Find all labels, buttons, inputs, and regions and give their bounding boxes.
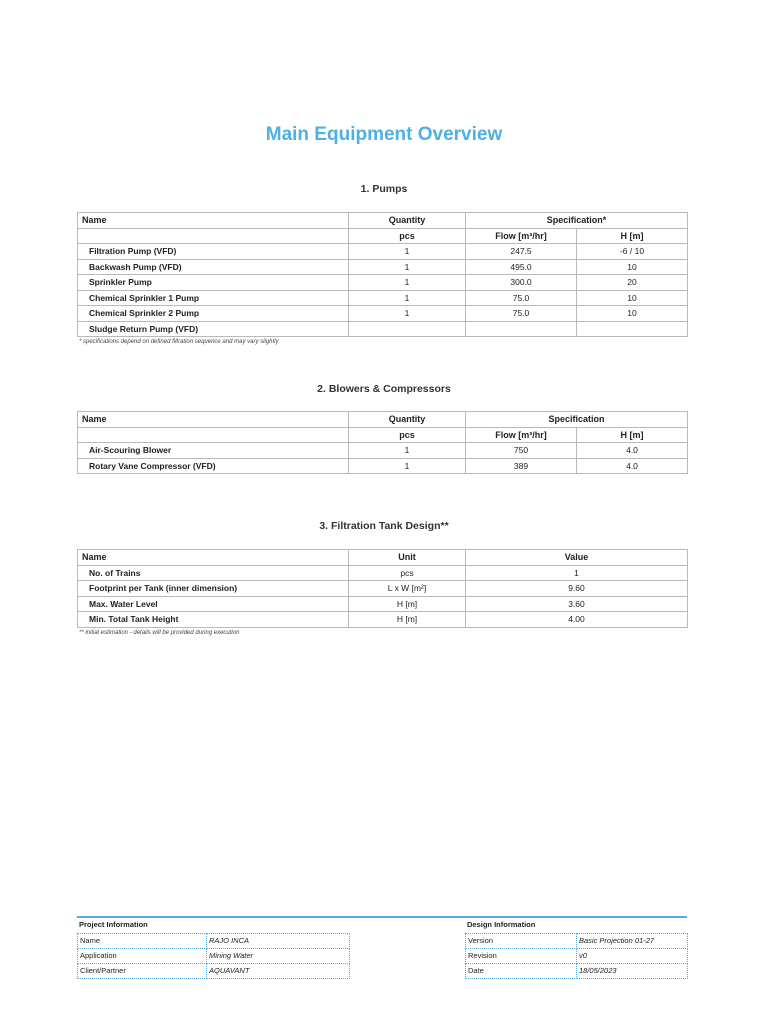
- project-info-table: [77, 933, 350, 979]
- project-info-label: Name: [78, 934, 207, 949]
- tank-param-value: 1: [466, 565, 688, 581]
- table-row: [78, 949, 350, 964]
- blower-name: Rotary Vane Compressor (VFD): [78, 458, 349, 474]
- blowers-header-quantity: Quantity: [349, 412, 466, 428]
- pump-flow: 75.0: [466, 290, 577, 306]
- pump-flow: 300.0: [466, 275, 577, 291]
- blowers-section-title: 2. Blowers & Compressors: [317, 383, 451, 395]
- blowers-header-name: Name: [78, 412, 349, 428]
- pump-head: -6 / 10: [577, 244, 688, 260]
- blower-head: 4.0: [577, 443, 688, 459]
- blower-head: 4.0: [577, 458, 688, 474]
- tank-section-title: 3. Filtration Tank Design**: [319, 520, 449, 532]
- table-row: [78, 934, 350, 949]
- pump-name: Sprinkler Pump: [78, 275, 349, 291]
- project-info-label: Application: [78, 949, 207, 964]
- pump-name: Chemical Sprinkler 1 Pump: [78, 290, 349, 306]
- pump-flow: [466, 321, 577, 337]
- pump-name: Chemical Sprinkler 2 Pump: [78, 306, 349, 322]
- table-row: [78, 612, 688, 628]
- blower-flow: 750: [466, 443, 577, 459]
- table-row: [78, 244, 688, 260]
- tank-param-value: 3.60: [466, 596, 688, 612]
- blower-qty: 1: [349, 443, 466, 459]
- design-info-heading: Design Information: [467, 920, 536, 929]
- footer-divider: [77, 916, 687, 918]
- blowers-header-head: H [m]: [577, 427, 688, 443]
- design-info-label: Revision: [466, 949, 577, 964]
- pump-name: Backwash Pump (VFD): [78, 259, 349, 275]
- pumps-header-head: H [m]: [577, 228, 688, 244]
- design-info-value: v0: [577, 949, 688, 964]
- table-row: [78, 565, 688, 581]
- tank-param-unit: L x W [m²]: [349, 581, 466, 597]
- table-row: [78, 275, 688, 291]
- project-info-value: AQUAVANT: [207, 964, 350, 979]
- table-row: [466, 949, 688, 964]
- blower-flow: 389: [466, 458, 577, 474]
- table-row: [466, 934, 688, 949]
- tank-param-unit: H [m]: [349, 596, 466, 612]
- project-info-label: Client/Partner: [78, 964, 207, 979]
- pump-head: 10: [577, 306, 688, 322]
- pump-flow: 247.5: [466, 244, 577, 260]
- tank-header-name: Name: [78, 550, 349, 566]
- pumps-header-quantity: Quantity: [349, 213, 466, 229]
- pump-head: 20: [577, 275, 688, 291]
- pump-head: [577, 321, 688, 337]
- tank-param-name: No. of Trains: [78, 565, 349, 581]
- pump-qty: 1: [349, 290, 466, 306]
- blowers-header-specification: Specification: [466, 412, 688, 428]
- pump-qty: [349, 321, 466, 337]
- project-info-value: Mining Water: [207, 949, 350, 964]
- tank-footnote: ** initial estimation - details will be provided during execution: [79, 630, 240, 636]
- tank-param-name: Max. Water Level: [78, 596, 349, 612]
- pump-qty: 1: [349, 244, 466, 260]
- blowers-header-blank: [78, 427, 349, 443]
- tank-table: [77, 549, 688, 628]
- table-row: [78, 290, 688, 306]
- pump-head: 10: [577, 259, 688, 275]
- blower-name: Air-Scouring Blower: [78, 443, 349, 459]
- pump-name: Sludge Return Pump (VFD): [78, 321, 349, 337]
- pumps-header-name: Name: [78, 213, 349, 229]
- tank-param-name: Footprint per Tank (inner dimension): [78, 581, 349, 597]
- pump-head: 10: [577, 290, 688, 306]
- pumps-header-flow: Flow [m³/hr]: [466, 228, 577, 244]
- tank-param-value: 4.00: [466, 612, 688, 628]
- design-info-value: 18/05/2023: [577, 964, 688, 979]
- table-row: [78, 964, 350, 979]
- pumps-header-blank: [78, 228, 349, 244]
- design-info-label: Version: [466, 934, 577, 949]
- tank-param-value: 9.60: [466, 581, 688, 597]
- pump-qty: 1: [349, 275, 466, 291]
- pumps-header-unit: pcs: [349, 228, 466, 244]
- project-info-value: RAJO INCA: [207, 934, 350, 949]
- pumps-section-title: 1. Pumps: [360, 183, 408, 195]
- table-row: [78, 581, 688, 597]
- page-title: Main Equipment Overview: [265, 124, 503, 145]
- design-info-value: Basic Projection 01-27: [577, 934, 688, 949]
- table-row: [78, 306, 688, 322]
- design-info-table: [465, 933, 688, 979]
- table-row: [78, 596, 688, 612]
- pump-name: Filtration Pump (VFD): [78, 244, 349, 260]
- blower-qty: 1: [349, 458, 466, 474]
- pumps-header-specification: Specification*: [466, 213, 688, 229]
- blowers-header-unit: pcs: [349, 427, 466, 443]
- table-row: [78, 259, 688, 275]
- blowers-header-flow: Flow [m³/hr]: [466, 427, 577, 443]
- pump-qty: 1: [349, 306, 466, 322]
- tank-param-unit: pcs: [349, 565, 466, 581]
- design-info-label: Date: [466, 964, 577, 979]
- table-row: [466, 964, 688, 979]
- project-info-heading: Project Information: [79, 920, 148, 929]
- pump-flow: 495.0: [466, 259, 577, 275]
- pumps-table: [77, 212, 688, 337]
- pumps-footnote: * specifications depend on defined filtration sequence and may vary slightly: [79, 339, 279, 345]
- pump-qty: 1: [349, 259, 466, 275]
- tank-param-name: Min. Total Tank Height: [78, 612, 349, 628]
- tank-header-unit: Unit: [349, 550, 466, 566]
- blowers-table: [77, 411, 688, 474]
- table-row: [78, 321, 688, 337]
- table-row: [78, 443, 688, 459]
- tank-header-value: Value: [466, 550, 688, 566]
- tank-param-unit: H [m]: [349, 612, 466, 628]
- table-row: [78, 458, 688, 474]
- pump-flow: 75.0: [466, 306, 577, 322]
